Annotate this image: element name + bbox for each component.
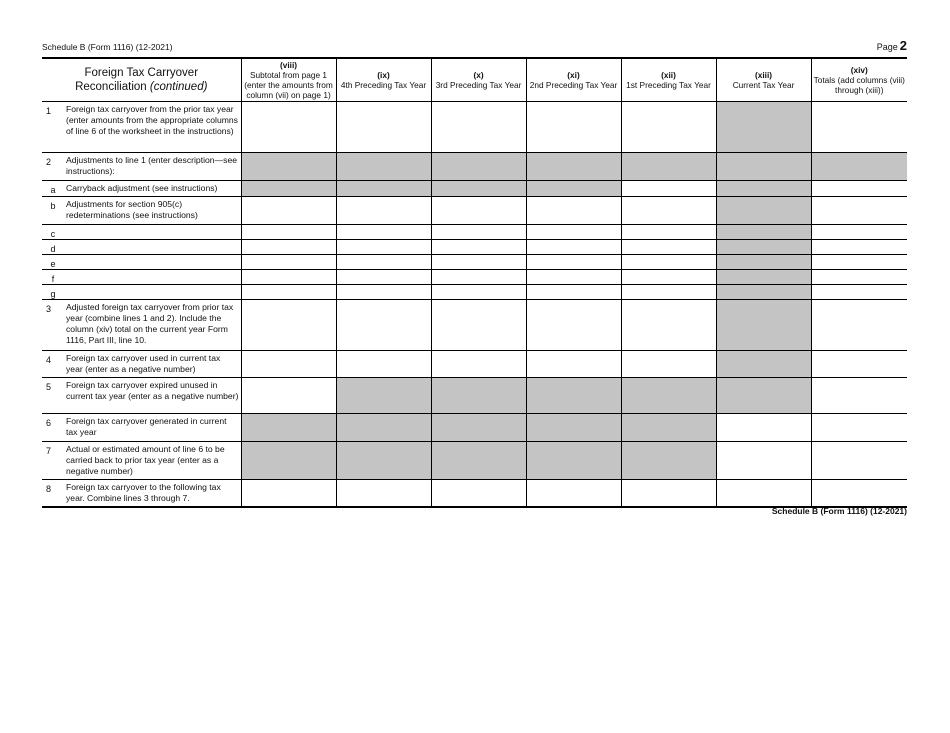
amount-cell-xii[interactable] (621, 224, 716, 239)
amount-cell-xiv[interactable] (811, 413, 907, 441)
line-description-input[interactable] (64, 224, 241, 239)
amount-cell-viii[interactable] (241, 350, 336, 377)
amount-cell-viii[interactable] (241, 377, 336, 413)
amount-cell-viii[interactable] (241, 299, 336, 350)
shaded-cell-xiii (716, 269, 811, 284)
shaded-cell-x (431, 152, 526, 180)
line-number: 3 (46, 303, 52, 314)
shaded-cell-x (431, 180, 526, 196)
amount-cell-xii[interactable] (621, 180, 716, 196)
amount-cell-xii[interactable] (621, 350, 716, 377)
amount-cell-xiv[interactable] (811, 180, 907, 196)
column-roman: (xiv) (850, 64, 868, 75)
line-description: Foreign tax carryover to the following tax year. Combine lines 3 through 7. (66, 481, 221, 503)
column-header-xiv (811, 58, 907, 101)
amount-cell-ix[interactable] (336, 101, 431, 152)
amount-cell-xii[interactable] (621, 196, 716, 224)
table-title-line1: Foreign Tax Carryover (84, 66, 199, 79)
table-row-line-3 (42, 299, 907, 350)
amount-cell-viii[interactable] (241, 284, 336, 299)
column-roman: (viii) (279, 59, 298, 70)
line-number: f (51, 273, 55, 284)
amount-cell-x[interactable] (431, 239, 526, 254)
line-number: 8 (46, 483, 52, 494)
amount-cell-xi[interactable] (526, 299, 621, 350)
amount-cell-xiv[interactable] (811, 224, 907, 239)
amount-cell-ix[interactable] (336, 350, 431, 377)
shaded-cell-viii (241, 413, 336, 441)
table-title-suffix: (continued) (149, 80, 208, 93)
amount-cell-viii[interactable] (241, 101, 336, 152)
amount-cell-viii[interactable] (241, 269, 336, 284)
amount-cell-xiii[interactable] (716, 441, 811, 479)
amount-cell-x[interactable] (431, 254, 526, 269)
shaded-cell-xiii (716, 377, 811, 413)
shaded-cell-x (431, 441, 526, 479)
amount-cell-xi[interactable] (526, 269, 621, 284)
shaded-cell-xiii (716, 350, 811, 377)
amount-cell-ix[interactable] (336, 299, 431, 350)
column-header-xii (621, 58, 716, 101)
column-label: Totals (add columns (viii) through (xiii)) (813, 74, 905, 95)
amount-cell-viii[interactable] (241, 254, 336, 269)
amount-cell-xii[interactable] (621, 299, 716, 350)
shaded-cell-xiii (716, 254, 811, 269)
line-description: Foreign tax carryover expired unused in current tax year (enter as a negative number) (66, 379, 239, 401)
shaded-cell-xiii (716, 152, 811, 180)
table-row-line-2 (42, 152, 907, 180)
line-description: Adjustments for section 905(c) redeterminations (see instructions) (66, 198, 198, 220)
amount-cell-xii[interactable] (621, 101, 716, 152)
shaded-cell-xiii (716, 196, 811, 224)
page-label: Page (876, 42, 898, 52)
amount-cell-xiii[interactable] (716, 413, 811, 441)
line-number: 6 (46, 417, 52, 428)
amount-cell-xii[interactable] (621, 479, 716, 507)
amount-cell-ix[interactable] (336, 224, 431, 239)
line-number: 5 (46, 381, 52, 392)
table-row-line-2a (42, 180, 907, 196)
column-label: Subtotal from page 1 (enter the amounts from column (vii) on page 1) (244, 69, 333, 100)
amount-cell-viii[interactable] (241, 479, 336, 507)
line-description: Foreign tax carryover from the prior tax year (enter amounts from the appropriate columns of line 6 of the worksheet in the instructions) (66, 103, 238, 136)
shaded-cell-ix (336, 441, 431, 479)
amount-cell-xiv[interactable] (811, 101, 907, 152)
column-roman: (x) (473, 69, 484, 80)
shaded-cell-x (431, 377, 526, 413)
amount-cell-ix[interactable] (336, 239, 431, 254)
line-number: e (50, 258, 56, 269)
column-label: 2nd Preceding Tax Year (529, 79, 618, 90)
column-roman: (xi) (567, 69, 580, 80)
table-row-line-7 (42, 441, 907, 479)
shaded-cell-xiii (716, 180, 811, 196)
amount-cell-x[interactable] (431, 269, 526, 284)
amount-cell-xiv[interactable] (811, 196, 907, 224)
column-roman: (xii) (661, 69, 676, 80)
amount-cell-xiv[interactable] (811, 299, 907, 350)
shaded-cell-ix (336, 152, 431, 180)
line-description: Adjustments to line 1 (enter description—see instructions): (66, 154, 238, 176)
amount-cell-xii[interactable] (621, 239, 716, 254)
amount-cell-x[interactable] (431, 479, 526, 507)
shaded-cell-xiv (811, 152, 907, 180)
shaded-cell-ix (336, 377, 431, 413)
amount-cell-xi[interactable] (526, 284, 621, 299)
line-description: Foreign tax carryover used in current tax year (enter as a negative number) (66, 352, 221, 374)
carryover-reconciliation-table (42, 57, 907, 508)
page-header (42, 40, 907, 54)
shaded-cell-xii (621, 413, 716, 441)
shaded-cell-xii (621, 377, 716, 413)
column-header-ix (336, 58, 431, 101)
shaded-cell-xi (526, 377, 621, 413)
table-header-row (42, 58, 907, 101)
column-label: 1st Preceding Tax Year (626, 79, 711, 90)
amount-cell-xii[interactable] (621, 254, 716, 269)
amount-cell-xiv[interactable] (811, 441, 907, 479)
column-label: 3rd Preceding Tax Year (435, 79, 522, 90)
column-header-xiii (716, 58, 811, 101)
amount-cell-xiv[interactable] (811, 350, 907, 377)
shaded-cell-xi (526, 441, 621, 479)
column-roman: (ix) (377, 69, 390, 80)
shaded-cell-xiii (716, 299, 811, 350)
amount-cell-xi[interactable] (526, 350, 621, 377)
column-label: 4th Preceding Tax Year (340, 79, 427, 90)
shaded-cell-xi (526, 180, 621, 196)
column-roman: (xiii) (754, 69, 773, 80)
line-description: Foreign tax carryover generated in current tax year (66, 415, 227, 437)
column-header-x (431, 58, 526, 101)
shaded-cell-xiii (716, 224, 811, 239)
line-number: g (50, 288, 56, 299)
amount-cell-xi[interactable] (526, 101, 621, 152)
line-description-input[interactable] (64, 254, 241, 269)
shaded-cell-xiii (716, 101, 811, 152)
line-number: b (50, 200, 56, 211)
page-indicator (877, 38, 907, 53)
line-number: 7 (46, 445, 52, 456)
table-row-line-1 (42, 101, 907, 152)
table-row-line-2g (42, 284, 907, 299)
line-number: 2 (46, 156, 52, 167)
shaded-cell-viii (241, 180, 336, 196)
amount-cell-xiv[interactable] (811, 254, 907, 269)
line-description: Carryback adjustment (see instructions) (66, 182, 218, 193)
table-row-line-2c (42, 224, 907, 239)
line-number: 4 (46, 354, 52, 365)
page-number: 2 (899, 38, 907, 53)
shaded-cell-xiii (716, 239, 811, 254)
line-description: Actual or estimated amount of line 6 to be carried back to prior tax year (enter as a negative number) (66, 443, 225, 476)
table-row-line-8 (42, 479, 907, 507)
line-number: c (50, 228, 56, 239)
amount-cell-xiii[interactable] (716, 479, 811, 507)
amount-cell-xiv[interactable] (811, 479, 907, 507)
amount-cell-xiv[interactable] (811, 377, 907, 413)
column-header-xi (526, 58, 621, 101)
amount-cell-viii[interactable] (241, 224, 336, 239)
amount-cell-xi[interactable] (526, 479, 621, 507)
amount-cell-x[interactable] (431, 224, 526, 239)
shaded-cell-xi (526, 413, 621, 441)
amount-cell-x[interactable] (431, 350, 526, 377)
line-description: Adjusted foreign tax carryover from prior tax year (combine lines 1 and 2). Include the column (xiv) total on the current year Form 1116, Part III, line 10. (66, 301, 234, 345)
amount-cell-ix[interactable] (336, 196, 431, 224)
table-row-line-5 (42, 377, 907, 413)
amount-cell-xiv[interactable] (811, 284, 907, 299)
table-title (42, 58, 241, 101)
amount-cell-ix[interactable] (336, 269, 431, 284)
table-row-line-2e (42, 254, 907, 269)
amount-cell-xi[interactable] (526, 224, 621, 239)
shaded-cell-xi (526, 152, 621, 180)
shaded-cell-ix (336, 180, 431, 196)
line-number: 1 (46, 105, 52, 116)
column-header-viii (241, 58, 336, 101)
form-identifier: Schedule B (Form 1116) (12-2021) (42, 42, 173, 52)
page-footer-form-id: Schedule B (Form 1116) (12-2021) (771, 506, 907, 516)
amount-cell-x[interactable] (431, 299, 526, 350)
line-description-input[interactable] (64, 269, 241, 284)
amount-cell-x[interactable] (431, 284, 526, 299)
amount-cell-xiv[interactable] (811, 239, 907, 254)
amount-cell-xii[interactable] (621, 269, 716, 284)
shaded-cell-xii (621, 152, 716, 180)
shaded-cell-xii (621, 441, 716, 479)
table-row-line-6 (42, 413, 907, 441)
amount-cell-ix[interactable] (336, 479, 431, 507)
column-label: Current Tax Year (732, 79, 795, 90)
shaded-cell-x (431, 413, 526, 441)
table-row-line-2b (42, 196, 907, 224)
amount-cell-ix[interactable] (336, 284, 431, 299)
line-number: a (50, 184, 56, 195)
shaded-cell-viii (241, 441, 336, 479)
amount-cell-xii[interactable] (621, 284, 716, 299)
table-row-line-4 (42, 350, 907, 377)
amount-cell-xi[interactable] (526, 239, 621, 254)
amount-cell-xiv[interactable] (811, 269, 907, 284)
amount-cell-x[interactable] (431, 101, 526, 152)
amount-cell-x[interactable] (431, 196, 526, 224)
amount-cell-xi[interactable] (526, 254, 621, 269)
amount-cell-viii[interactable] (241, 196, 336, 224)
shaded-cell-viii (241, 152, 336, 180)
amount-cell-viii[interactable] (241, 239, 336, 254)
amount-cell-xi[interactable] (526, 196, 621, 224)
shaded-cell-ix (336, 413, 431, 441)
table-row-line-2d (42, 239, 907, 254)
line-description-input[interactable] (64, 239, 241, 254)
table-title-line2: Reconciliation (75, 80, 147, 93)
table-row-line-2f (42, 269, 907, 284)
amount-cell-ix[interactable] (336, 254, 431, 269)
shaded-cell-xiii (716, 284, 811, 299)
line-description-input[interactable] (64, 284, 241, 299)
line-number: d (50, 243, 56, 254)
